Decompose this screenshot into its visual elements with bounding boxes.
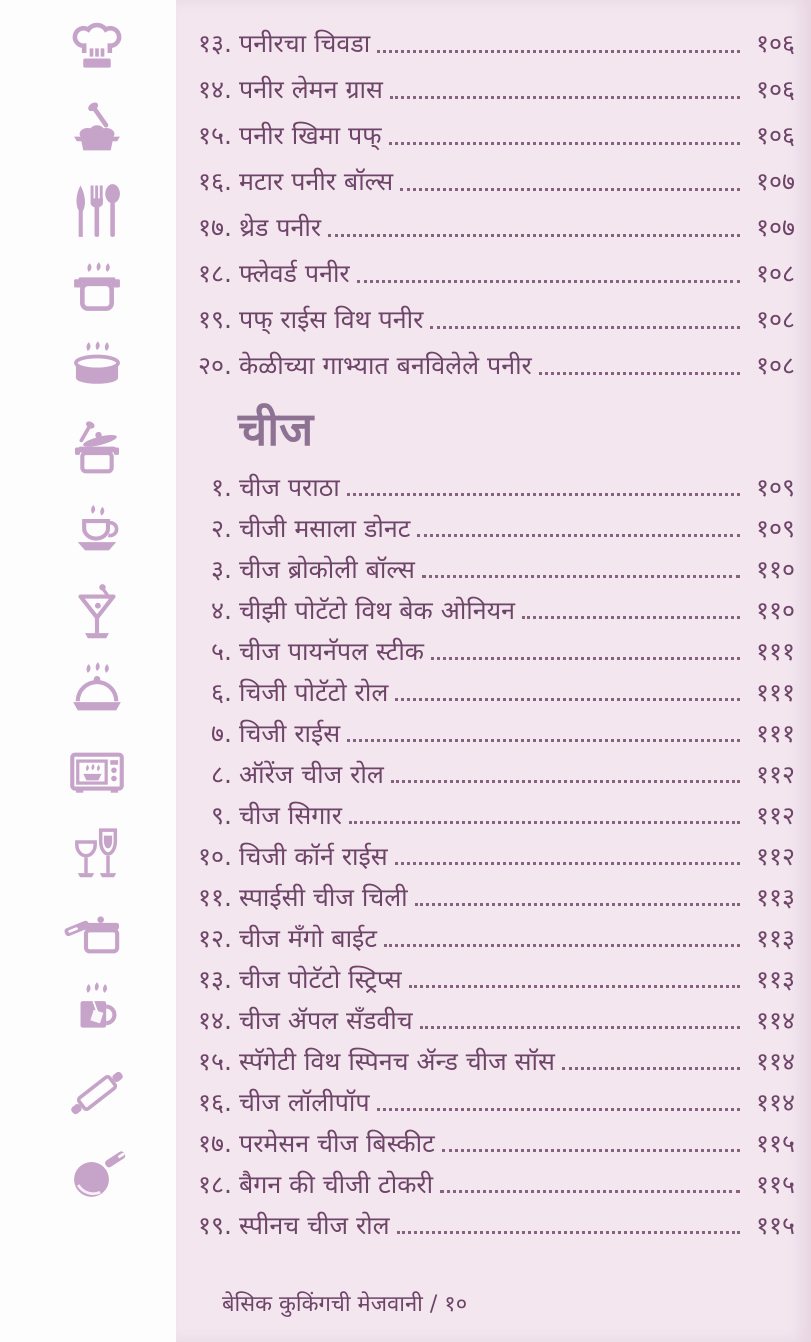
dot-leader xyxy=(377,50,740,53)
entry-title: केळीच्या गाभ्यात बनविलेले पनीर xyxy=(239,351,532,380)
entry-title: चीज लॉलीपॉप xyxy=(239,1087,370,1117)
entry-number: २०. xyxy=(198,351,232,380)
dot-leader xyxy=(390,96,740,99)
entry-title: चिजी कॉर्न राईस xyxy=(239,841,388,871)
toc-entry xyxy=(190,753,795,794)
toc-section xyxy=(190,402,795,1245)
dot-leader xyxy=(422,575,740,578)
entry-number: २. xyxy=(211,513,232,543)
toc-entry xyxy=(190,204,795,250)
entry-title: ऑरेंज चीज रोल xyxy=(239,759,384,789)
entry-number: १३. xyxy=(198,29,232,58)
toc-section xyxy=(190,20,795,388)
steaming-bowl-icon xyxy=(55,340,139,406)
dot-leader xyxy=(349,821,740,824)
dot-leader xyxy=(389,142,741,145)
toc-entry xyxy=(190,589,795,630)
entry-title: चीज ब्रोकोली बॉल्स xyxy=(239,554,415,584)
entry-number: १६. xyxy=(198,167,232,196)
entry-number: १३. xyxy=(198,964,232,994)
entry-page-number: १०९ xyxy=(755,472,795,502)
cloche-icon xyxy=(55,660,139,726)
entry-number: ६. xyxy=(211,677,232,707)
entry-title: स्पीनच चीज रोल xyxy=(239,1210,390,1240)
steaming-mug-icon xyxy=(55,980,139,1046)
entry-number: १८. xyxy=(198,1169,232,1199)
entry-title: परमेसन चीज बिस्कीट xyxy=(239,1128,435,1158)
entry-number: १४. xyxy=(198,1005,232,1035)
toc-entry xyxy=(190,66,795,112)
entry-title: चिजी राईस xyxy=(239,718,341,748)
entry-page-number: १११ xyxy=(755,636,795,666)
entry-page-number: १११ xyxy=(755,677,795,707)
dot-leader xyxy=(391,780,740,783)
entry-number: १७. xyxy=(198,1128,232,1158)
entry-title: चीज मँगो बाईट xyxy=(239,923,377,953)
dot-leader xyxy=(562,1067,740,1070)
entry-title: पनीर लेमन ग्रास xyxy=(239,75,383,104)
dot-leader xyxy=(397,1231,740,1234)
entry-title: पफ् राईस विथ पनीर xyxy=(239,305,424,334)
entry-number: १९. xyxy=(198,305,232,334)
toc-entry xyxy=(190,466,795,507)
toc-entry xyxy=(190,1122,795,1163)
toc-entry xyxy=(190,958,795,999)
entry-title: चीज ॲपल सँडवीच xyxy=(239,1005,413,1035)
entry-page-number: ११० xyxy=(755,595,795,625)
entry-number: १०. xyxy=(198,841,232,871)
toc-entry xyxy=(190,794,795,835)
entry-number: ८. xyxy=(211,759,232,789)
dot-leader xyxy=(347,739,740,742)
entry-title: पनीर खिमा पफ् xyxy=(239,121,382,150)
entry-page-number: ११३ xyxy=(755,882,795,912)
entry-title: चीझी पोटॅटो विथ बेक ओनियन xyxy=(239,595,515,625)
cocktail-glass-icon xyxy=(55,580,139,646)
entry-page-number: ११२ xyxy=(755,759,795,789)
entry-page-number: ११२ xyxy=(755,841,795,871)
entry-title: फ्लेवर्ड पनीर xyxy=(239,259,350,288)
entry-page-number: ११५ xyxy=(755,1210,795,1240)
entry-number: ३. xyxy=(211,554,232,584)
dot-leader xyxy=(420,1026,740,1029)
saucepan-icon xyxy=(55,900,139,966)
toc-entry xyxy=(190,999,795,1040)
entry-page-number: ११४ xyxy=(755,1087,795,1117)
dot-leader xyxy=(384,944,740,947)
entry-page-number: १११ xyxy=(755,718,795,748)
entry-page-number: १०८ xyxy=(755,259,795,288)
microwave-icon xyxy=(55,740,139,806)
entry-title: स्पॅगेटी विथ स्पिनच ॲन्ड चीज सॉस xyxy=(239,1046,555,1076)
toc-entry xyxy=(190,712,795,753)
entry-number: १. xyxy=(211,472,232,502)
entry-number: ९. xyxy=(211,800,232,830)
dot-leader xyxy=(400,188,740,191)
chef-hat-icon xyxy=(55,20,139,86)
serving-bowl-icon xyxy=(55,100,139,166)
toc-list xyxy=(190,20,795,1245)
dot-leader xyxy=(431,657,740,660)
entry-number: १६. xyxy=(198,1087,232,1117)
entry-page-number: १०७ xyxy=(755,167,795,196)
entry-title: पनीरचा चिवडा xyxy=(239,29,371,58)
toc-content xyxy=(176,0,811,1342)
toc-entry xyxy=(190,158,795,204)
entry-number: ११. xyxy=(198,882,232,912)
toc-entry xyxy=(190,1204,795,1245)
toc-entry xyxy=(190,671,795,712)
entry-page-number: १०८ xyxy=(755,351,795,380)
entry-number: १२. xyxy=(198,923,232,953)
entry-title: चीज पायनॅपल स्टीक xyxy=(239,636,424,666)
toc-entry xyxy=(190,630,795,671)
entry-number: १५. xyxy=(198,121,232,150)
entry-number: १८. xyxy=(198,259,232,288)
entry-page-number: ११४ xyxy=(755,1046,795,1076)
toc-entry xyxy=(190,112,795,158)
rolling-pin-icon xyxy=(55,1060,139,1126)
entry-page-number: ११३ xyxy=(755,964,795,994)
toc-entry xyxy=(190,548,795,589)
toc-entry xyxy=(190,835,795,876)
entry-number: १७. xyxy=(198,213,232,242)
entry-page-number: ११३ xyxy=(755,923,795,953)
dot-leader xyxy=(357,280,740,283)
dot-leader xyxy=(409,985,740,988)
entry-page-number: १०६ xyxy=(755,75,795,104)
entry-title: चिजी पोटॅटो रोल xyxy=(239,677,389,707)
cutlery-icon xyxy=(55,180,139,246)
dot-leader xyxy=(417,534,740,537)
toc-entry xyxy=(190,1081,795,1122)
toc-entry xyxy=(190,20,795,66)
toc-entry xyxy=(190,296,795,342)
dot-leader xyxy=(395,698,740,701)
entry-number: ७. xyxy=(211,718,232,748)
steaming-pot-icon xyxy=(55,260,139,326)
dot-leader xyxy=(539,372,740,375)
dot-leader xyxy=(328,234,740,237)
entry-page-number: १०६ xyxy=(755,29,795,58)
dot-leader xyxy=(347,493,740,496)
entry-number: ५. xyxy=(211,636,232,666)
pot-open-lid-icon xyxy=(55,420,139,486)
entry-title: चीज पोटॅटो स्ट्रिप्स xyxy=(239,964,402,994)
entry-title: मटार पनीर बॉल्स xyxy=(239,167,394,196)
toc-entry xyxy=(190,1040,795,1081)
wine-glasses-icon xyxy=(55,820,139,886)
entry-page-number: १०७ xyxy=(755,213,795,242)
frying-pan-icon xyxy=(55,1140,139,1206)
toc-entry xyxy=(190,1163,795,1204)
footer-text: बेसिक कुकिंगची मेजवानी / १० xyxy=(222,1292,468,1317)
entry-page-number: ११४ xyxy=(755,1005,795,1035)
entry-title: स्पाईसी चीज चिली xyxy=(239,882,408,912)
dot-leader xyxy=(522,616,740,619)
teacup-icon xyxy=(55,500,139,566)
dot-leader xyxy=(395,862,740,865)
entry-page-number: ११५ xyxy=(755,1169,795,1199)
icon-sidebar xyxy=(0,0,176,1342)
dot-leader xyxy=(377,1108,740,1111)
dot-leader xyxy=(442,1149,740,1152)
dot-leader xyxy=(440,1190,740,1193)
toc-entry xyxy=(190,917,795,958)
entry-title: बैगन की चीजी टोकरी xyxy=(239,1169,434,1199)
page-footer xyxy=(222,1288,467,1318)
entry-page-number: १०६ xyxy=(755,121,795,150)
dot-leader xyxy=(430,326,740,329)
entry-title: थ्रेड पनीर xyxy=(239,213,322,242)
toc-entry xyxy=(190,507,795,548)
toc-entry xyxy=(190,342,795,388)
entry-page-number: ११५ xyxy=(755,1128,795,1158)
entry-title: चीजी मसाला डोनट xyxy=(239,513,411,543)
entry-number: ४. xyxy=(211,595,232,625)
toc-entry xyxy=(190,250,795,296)
entry-number: १५. xyxy=(198,1046,232,1076)
entry-page-number: ११० xyxy=(755,554,795,584)
section-title: चीज xyxy=(238,402,314,456)
entry-title: चीज सिगार xyxy=(239,800,342,830)
entry-title: चीज पराठा xyxy=(239,472,340,502)
entry-page-number: १०९ xyxy=(755,513,795,543)
entry-page-number: ११२ xyxy=(755,800,795,830)
toc-entry xyxy=(190,876,795,917)
entry-number: १९. xyxy=(198,1210,232,1240)
entry-number: १४. xyxy=(198,75,232,104)
dot-leader xyxy=(415,903,740,906)
entry-page-number: १०८ xyxy=(755,305,795,334)
